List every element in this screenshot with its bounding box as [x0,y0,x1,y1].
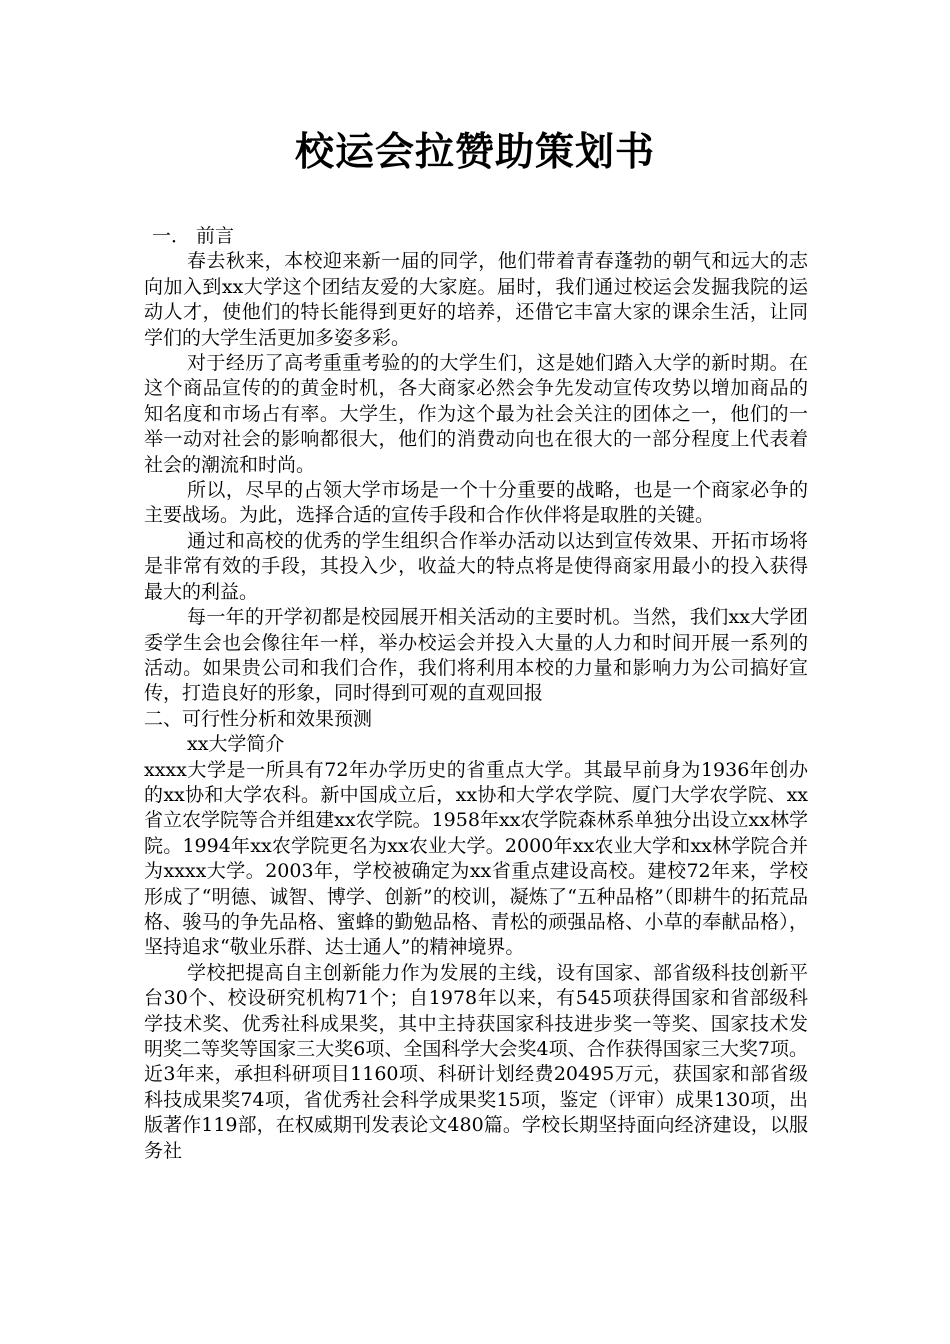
paragraph: 通过和高校的优秀的学生组织合作举办活动以达到宣传效果、开拓市场将是非常有效的手段，其投入少，收益大的特点将是使得商家用最小的投入获得最大的利益。 [144,529,808,603]
paragraph: 对于经历了高考重重考验的的大学生们，这是她们踏入大学的新时期。在这个商品宣传的的黄金时机，各大商家必然会争先发动宣传攻势以增加商品的知名度和市场占有率。大学生，作为这个最为社会关注的团体之一，他们的一举一动对社会的影响都很大，他们的消费动向也在很大的一部分程度上代表着社会的潮流和时尚。 [144,352,808,476]
section-heading-feasibility: 二、可行性分析和效果预测 [144,707,373,730]
subheading-university-intro: xx大学简介 [187,733,285,756]
paragraph: 每一年的开学初都是校园展开相关活动的主要时机。当然，我们xx大学团委学生会也会像往年一样，举办校运会并投入大量的人力和时间开展一系列的活动。如果贵公司和我们合作，我们将利用本校的力量和影响力为公司搞好宣传，打造良好的形象，同时得到可观的直观回报 [144,606,808,705]
document-body [144,224,808,1164]
document-title: 校运会拉赞助策划书 [294,129,655,175]
paragraph: xxxx大学是一所具有72年办学历史的省重点大学。其最早前身为1936年创办的xx协和大学农科。新中国成立后，xx协和大学农学院、厦门大学农学院、xx省立农学院等合并组建xx农学院。1958年xx农学院森林系单独分出设立xx林学院。1994年xx农学院更名为xx农业大学。2000年xx农业大学和xx林学院合并为xxxx大学。2003年，学校被确定为xx省重点建设高校。建校72年来，学校形成了“明德、诚智、博学、创新”的校训，凝炼了“五种品格”（即耕牛的拓荒品格、骏马的争先品格、蜜蜂的勤勉品格、青松的顽强品格、小草的奉献品格），坚持追求“敬业乐群、达士通人”的精神境界。 [144,758,808,959]
paragraph: 所以，尽早的占领大学市场是一个十分重要的战略，也是一个商家必争的主要战场。为此，选择合适的宣传手段和合作伙伴将是取胜的关键。 [144,479,808,527]
paragraph: 春去秋来，本校迎来新一届的同学，他们带着青春蓬勃的朝气和远大的志向加入到xx大学这个团结友爱的大家庭。届时，我们通过校运会发掘我院的运动人才，使他们的特长能得到更好的培养，还借它丰富大家的课余生活，让同学们的大学生活更加多姿多彩。 [144,250,808,349]
section-heading-preface: 一． 前言 [152,225,235,247]
paragraph: 学校把提高自主创新能力作为发展的主线，设有国家、部省级科技创新平台30个、校设研究机构71个；自1978年以来，有545项获得国家和省部级科学技术奖、优秀社科成果奖，其中主持获国家科技进步奖一等奖、国家技术发明奖二等奖等国家三大奖6项、全国科学大会奖4项、合作获得国家三大奖7项。近3年来，承担科研项目1160项、科研计划经费20495万元，获国家和部省级科技成果奖74项，省优秀社会科学成果奖15项，鉴定（评审）成果130项，出版著作119部，在权威期刊发表论文480篇。学校长期坚持面向经济建设，以服务社 [144,961,808,1162]
